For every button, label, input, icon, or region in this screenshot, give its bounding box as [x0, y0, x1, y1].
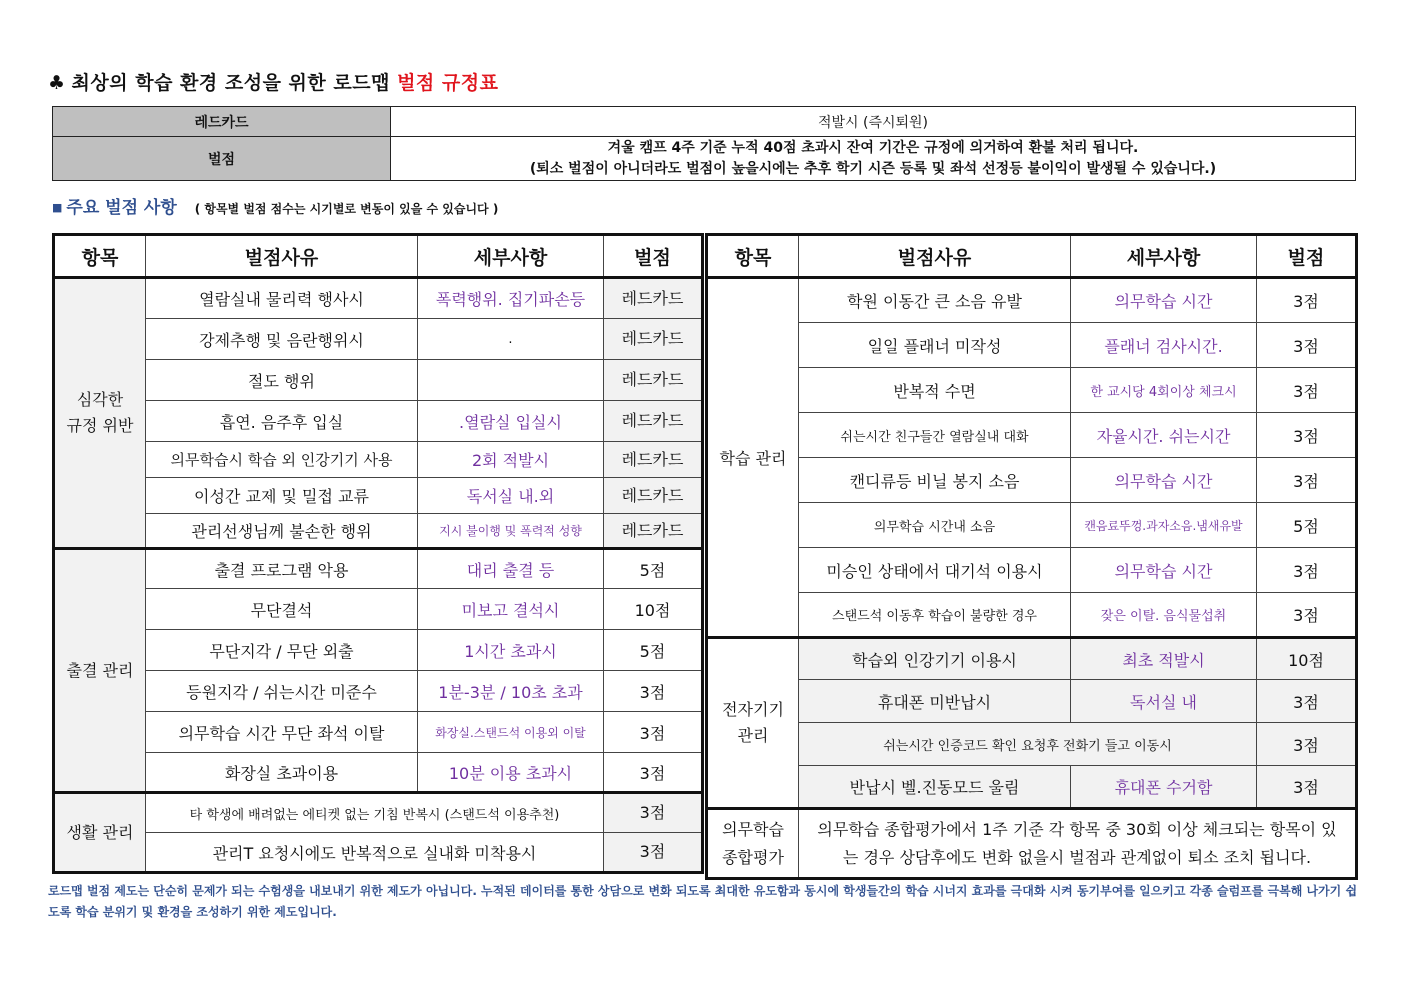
club-icon: ♣ — [48, 72, 66, 94]
category-device: 전자기기 관리 — [707, 638, 799, 809]
reason-cell: 의무학습 시간내 소음 — [799, 503, 1071, 548]
points-cell: 레드카드 — [604, 442, 703, 478]
reason-cell: 의무학습 시간 무단 좌석 이탈 — [146, 712, 418, 753]
detail-cell: . — [418, 319, 604, 360]
table-row — [54, 549, 703, 589]
reason-cell: 의무학습시 학습 외 인강기기 사용 — [146, 442, 418, 478]
detail-cell: 휴대폰 수거함 — [1071, 766, 1257, 809]
table-row — [54, 630, 703, 671]
points-cell: 3점 — [1257, 593, 1357, 638]
detail-cell: 의무학습 시간 — [1071, 278, 1257, 323]
reason-cell: 강제추행 및 음란행위시 — [146, 319, 418, 360]
detail-cell: 1분-3분 / 10초 초과 — [418, 671, 604, 712]
category-eval: 의무학습 종합평가 — [707, 809, 799, 879]
penalty-label: 벌점 — [53, 137, 391, 181]
header-detail: 세부사항 — [418, 235, 604, 278]
detail-cell: 화장실.스탠드석 이용외 이탈 — [418, 712, 604, 753]
category-serious: 심각한 규정 위반 — [54, 278, 146, 549]
table-row — [54, 589, 703, 630]
table-row — [707, 809, 1357, 879]
detail-cell: 폭력행위. 집기파손등 — [418, 278, 604, 319]
points-cell: 3점 — [1257, 723, 1357, 766]
points-cell: 3점 — [1257, 368, 1357, 413]
points-cell: 5점 — [604, 549, 703, 589]
table-row — [707, 458, 1357, 503]
table-row — [707, 323, 1357, 368]
header-points: 벌점 — [604, 235, 703, 278]
points-cell: 레드카드 — [604, 360, 703, 401]
table-row — [707, 680, 1357, 723]
title-highlight: 벌점 규정표 — [397, 72, 499, 94]
category-study: 학습 관리 — [707, 278, 799, 638]
title-text: 최상의 학습 환경 조성을 위한 로드맵 — [71, 72, 390, 94]
table-row — [707, 723, 1357, 766]
table-row — [707, 413, 1357, 458]
table-row — [54, 319, 703, 360]
page-title — [48, 68, 498, 95]
points-cell: 3점 — [604, 753, 703, 793]
reason-cell: 쉬는시간 친구들간 열람실내 대화 — [799, 413, 1071, 458]
detail-cell: 자율시간. 쉬는시간 — [1071, 413, 1257, 458]
table-row — [707, 593, 1357, 638]
header-item: 항목 — [707, 235, 799, 278]
reason-cell: 이성간 교제 및 밀접 교류 — [146, 478, 418, 514]
reason-cell: 흡연. 음주후 입실 — [146, 401, 418, 442]
penalty-note-line2: (퇴소 벌점이 아니더라도 벌점이 높을시에는 추후 학기 시즌 등록 및 좌석 선정등 불이익이 발생될 수 있습니다.) — [529, 160, 1217, 177]
points-cell: 10점 — [1257, 638, 1357, 680]
table-row — [54, 478, 703, 514]
points-cell: 3점 — [1257, 680, 1357, 723]
header-points: 벌점 — [1257, 235, 1357, 278]
table-row — [54, 401, 703, 442]
summary-table — [52, 106, 1356, 181]
detail-cell: 1시간 초과시 — [418, 630, 604, 671]
penalty-table-right — [705, 233, 1358, 880]
detail-cell: 최초 적발시 — [1071, 638, 1257, 680]
points-cell: 3점 — [604, 793, 703, 833]
table-row — [707, 278, 1357, 323]
detail-cell: 지시 불이행 및 폭력적 성향 — [418, 514, 604, 549]
table-row — [54, 671, 703, 712]
reason-cell: 캔디류등 비닐 봉지 소음 — [799, 458, 1071, 503]
reason-cell: 스탠드석 이동후 학습이 불량한 경우 — [799, 593, 1071, 638]
points-cell: 레드카드 — [604, 278, 703, 319]
points-cell: 레드카드 — [604, 478, 703, 514]
reason-cell: 출결 프로그램 악용 — [146, 549, 418, 589]
points-cell: 3점 — [1257, 323, 1357, 368]
table-row — [54, 278, 703, 319]
table-row — [707, 503, 1357, 548]
detail-cell: 대리 출결 등 — [418, 549, 604, 589]
reason-cell: 타 학생에 배려없는 에티켓 없는 기침 반복시 (스탠드석 이용추천) — [146, 793, 604, 833]
points-cell: 레드카드 — [604, 514, 703, 549]
detail-cell: 의무학습 시간 — [1071, 458, 1257, 503]
redcard-value: 적발시 (즉시퇴원) — [391, 107, 1356, 137]
points-cell: 5점 — [604, 630, 703, 671]
reason-cell: 관리T 요청시에도 반복적으로 실내화 미착용시 — [146, 833, 604, 873]
points-cell: 3점 — [1257, 458, 1357, 503]
header-reason: 벌점사유 — [799, 235, 1071, 278]
detail-cell: 독서실 내.외 — [418, 478, 604, 514]
penalty-note-line1: 겨울 캠프 4주 기준 누적 40점 초과시 잔여 기간은 규정에 의거하여 환불 처리 됩니다. — [607, 139, 1139, 156]
detail-cell: 플래너 검사시간. — [1071, 323, 1257, 368]
reason-cell: 화장실 초과이용 — [146, 753, 418, 793]
table-row — [54, 442, 703, 478]
reason-cell: 미승인 상태에서 대기석 이용시 — [799, 548, 1071, 593]
detail-cell: 의무학습 시간 — [1071, 548, 1257, 593]
header-reason: 벌점사유 — [146, 235, 418, 278]
reason-cell: 학습외 인강기기 이용시 — [799, 638, 1071, 680]
detail-cell: 미보고 결석시 — [418, 589, 604, 630]
detail-cell: 2회 적발시 — [418, 442, 604, 478]
table-row — [54, 753, 703, 793]
reason-cell: 휴대폰 미반납시 — [799, 680, 1071, 723]
penalty-table-left — [52, 233, 704, 874]
table-row — [707, 548, 1357, 593]
table-row — [54, 712, 703, 753]
penalty-note — [391, 137, 1356, 181]
table-header-row — [54, 235, 703, 278]
section-heading-label: 주요 벌점 사항 — [66, 198, 177, 218]
points-cell: 3점 — [604, 671, 703, 712]
points-cell: 3점 — [1257, 766, 1357, 809]
square-bullet-icon: ■ — [52, 201, 63, 214]
footer-note: 로드맵 벌점 제도는 단순히 문제가 되는 수험생을 내보내기 위한 제도가 아닙니다. 누적된 데이터를 통한 상담으로 변화 되도록 최대한 유도함과 동시에 학생들간의 학습 시너지 효과를 극대화 시켜 동기부여를 일으키고 각종 슬럼프를 극복해 나가기 쉽도록 학습 분위기 및 환경을 조성하기 위한 제도입니다. — [48, 884, 1358, 919]
points-cell: 3점 — [1257, 413, 1357, 458]
header-item: 항목 — [54, 235, 146, 278]
reason-cell: 무단지각 / 무단 외출 — [146, 630, 418, 671]
detail-cell: 독서실 내 — [1071, 680, 1257, 723]
table-row — [54, 793, 703, 833]
table-row — [54, 514, 703, 549]
points-cell: 3점 — [604, 833, 703, 873]
points-cell: 3점 — [1257, 278, 1357, 323]
points-cell: 3점 — [604, 712, 703, 753]
eval-description: 의무학습 종합평가에서 1주 기준 각 항목 중 30회 이상 체크되는 항목이 있는 경우 상담후에도 변화 없을시 벌점과 관계없이 퇴소 조치 됩니다. — [799, 809, 1357, 879]
reason-cell: 등원지각 / 쉬는시간 미준수 — [146, 671, 418, 712]
table-row — [707, 368, 1357, 413]
points-cell: 5점 — [1257, 503, 1357, 548]
reason-cell: 절도 행위 — [146, 360, 418, 401]
section-heading — [52, 193, 498, 218]
category-attendance: 출결 관리 — [54, 549, 146, 793]
table-row — [54, 833, 703, 873]
points-cell: 레드카드 — [604, 401, 703, 442]
redcard-label: 레드카드 — [53, 107, 391, 137]
reason-cell: 관리선생님께 불손한 행위 — [146, 514, 418, 549]
detail-cell: 잦은 이탈. 음식물섭취 — [1071, 593, 1257, 638]
detail-cell — [418, 360, 604, 401]
detail-cell: 한 교시당 4회이상 체크시 — [1071, 368, 1257, 413]
category-life: 생활 관리 — [54, 793, 146, 873]
detail-cell: .열람실 입실시 — [418, 401, 604, 442]
reason-cell: 반납시 벨.진동모드 울림 — [799, 766, 1071, 809]
points-cell: 3점 — [1257, 548, 1357, 593]
reason-cell: 쉬는시간 인증코드 확인 요청후 전화기 들고 이동시 — [799, 723, 1257, 766]
header-detail: 세부사항 — [1071, 235, 1257, 278]
table-row — [707, 766, 1357, 809]
reason-cell: 열람실내 물리력 행사시 — [146, 278, 418, 319]
section-heading-note: ( 항목별 벌점 점수는 시기별로 변동이 있을 수 있습니다 ) — [194, 202, 499, 216]
table-row — [707, 638, 1357, 680]
detail-cell: 10분 이용 초과시 — [418, 753, 604, 793]
table-row — [54, 360, 703, 401]
reason-cell: 반복적 수면 — [799, 368, 1071, 413]
reason-cell: 학원 이동간 큰 소음 유발 — [799, 278, 1071, 323]
reason-cell: 무단결석 — [146, 589, 418, 630]
points-cell: 10점 — [604, 589, 703, 630]
table-header-row — [707, 235, 1357, 278]
reason-cell: 일일 플래너 미작성 — [799, 323, 1071, 368]
detail-cell: 캔음료뚜껑.과자소음.냄새유발 — [1071, 503, 1257, 548]
points-cell: 레드카드 — [604, 319, 703, 360]
